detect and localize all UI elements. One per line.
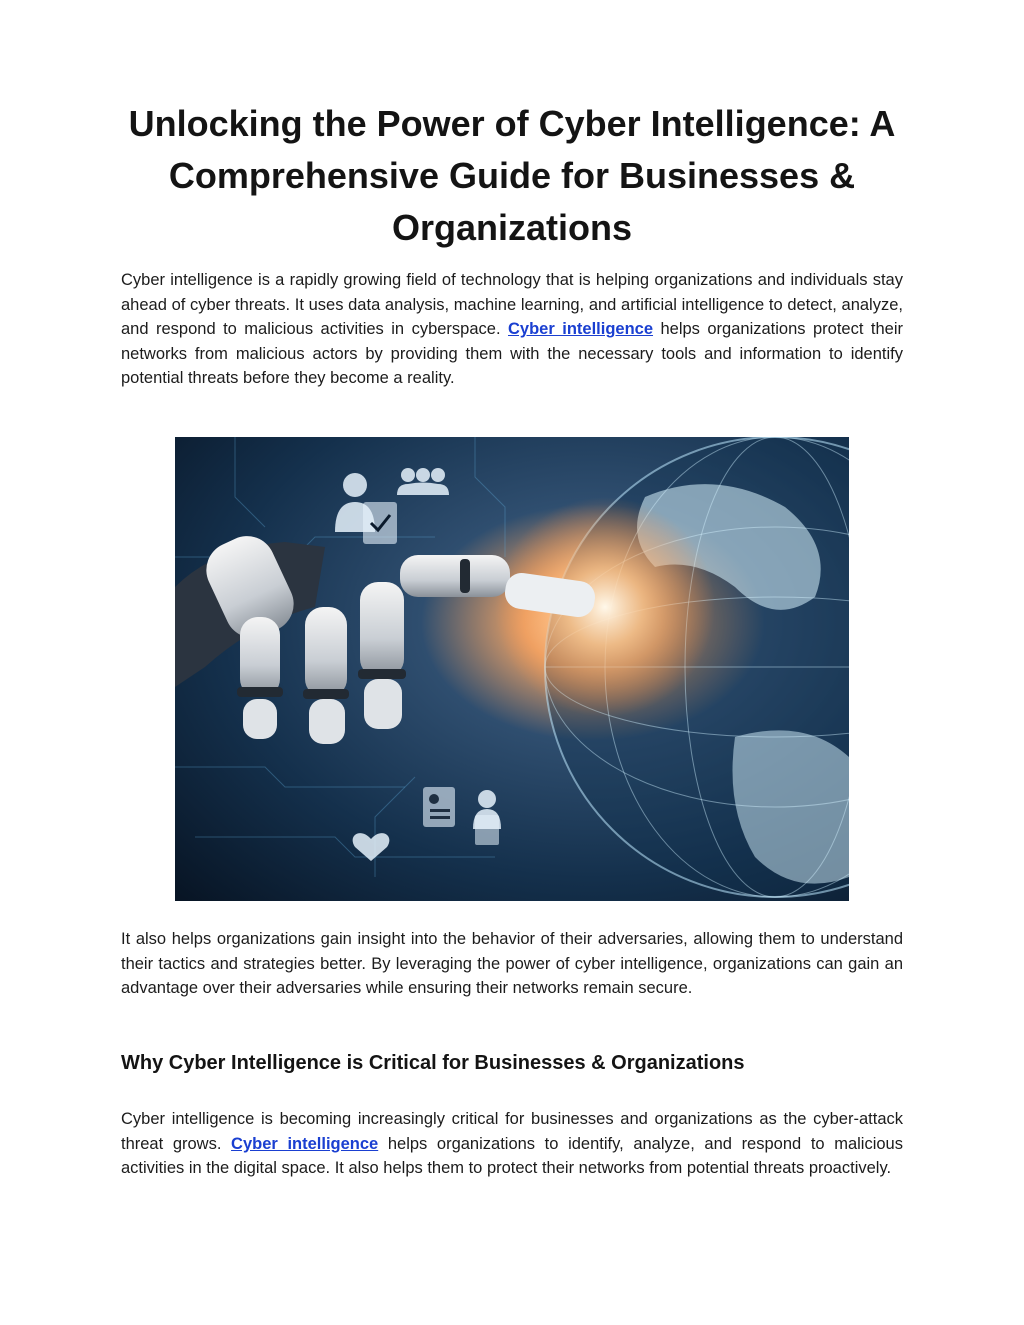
checklist-icon	[363, 502, 397, 544]
section-heading: Why Cyber Intelligence is Critical for Businesses & Organizations	[121, 1052, 745, 1074]
cyber-intelligence-link-2[interactable]: Cyber intelligence	[231, 1134, 379, 1153]
intro-text-1: Cyber intelligence is a rapidly growing field of technology that is helping organizations and individuals stay ahead of cyber threats. It uses data analysis, machine learning, and artificial intelligence to detect, analyze, and respond to malicious activities in cyberspace.	[121, 271, 903, 339]
intro-paragraph	[121, 268, 903, 391]
cyber-intelligence-link-1[interactable]: Cyber intelligence	[508, 320, 654, 339]
page-title: Unlocking the Power of Cyber Intelligence: A Comprehensive Guide for Businesses & Organizations	[128, 103, 896, 248]
intro-text-2: helps organizations protect their networks from malicious actors by providing them with the necessary tools and information to identify potential threats before they become a reality.	[121, 320, 903, 388]
third-text-2: helps organizations to identify, analyze, and respond to malicious activities in the digital space. It also helps them to protect their networks from potential threats proactively.	[121, 1134, 903, 1178]
hero-image	[175, 437, 849, 901]
third-paragraph	[121, 1107, 903, 1181]
third-text-1: Cyber intelligence is becoming increasingly critical for businesses and organizations as the cyber-attack threat grows.	[121, 1110, 903, 1153]
second-paragraph: It also helps organizations gain insight into the behavior of their adversaries, allowing them to understand their tactics and strategies better. By leveraging the power of cyber intelligence, organizations can gain an advantage over their adversaries while ensuring their networks remain secure.	[121, 930, 903, 998]
